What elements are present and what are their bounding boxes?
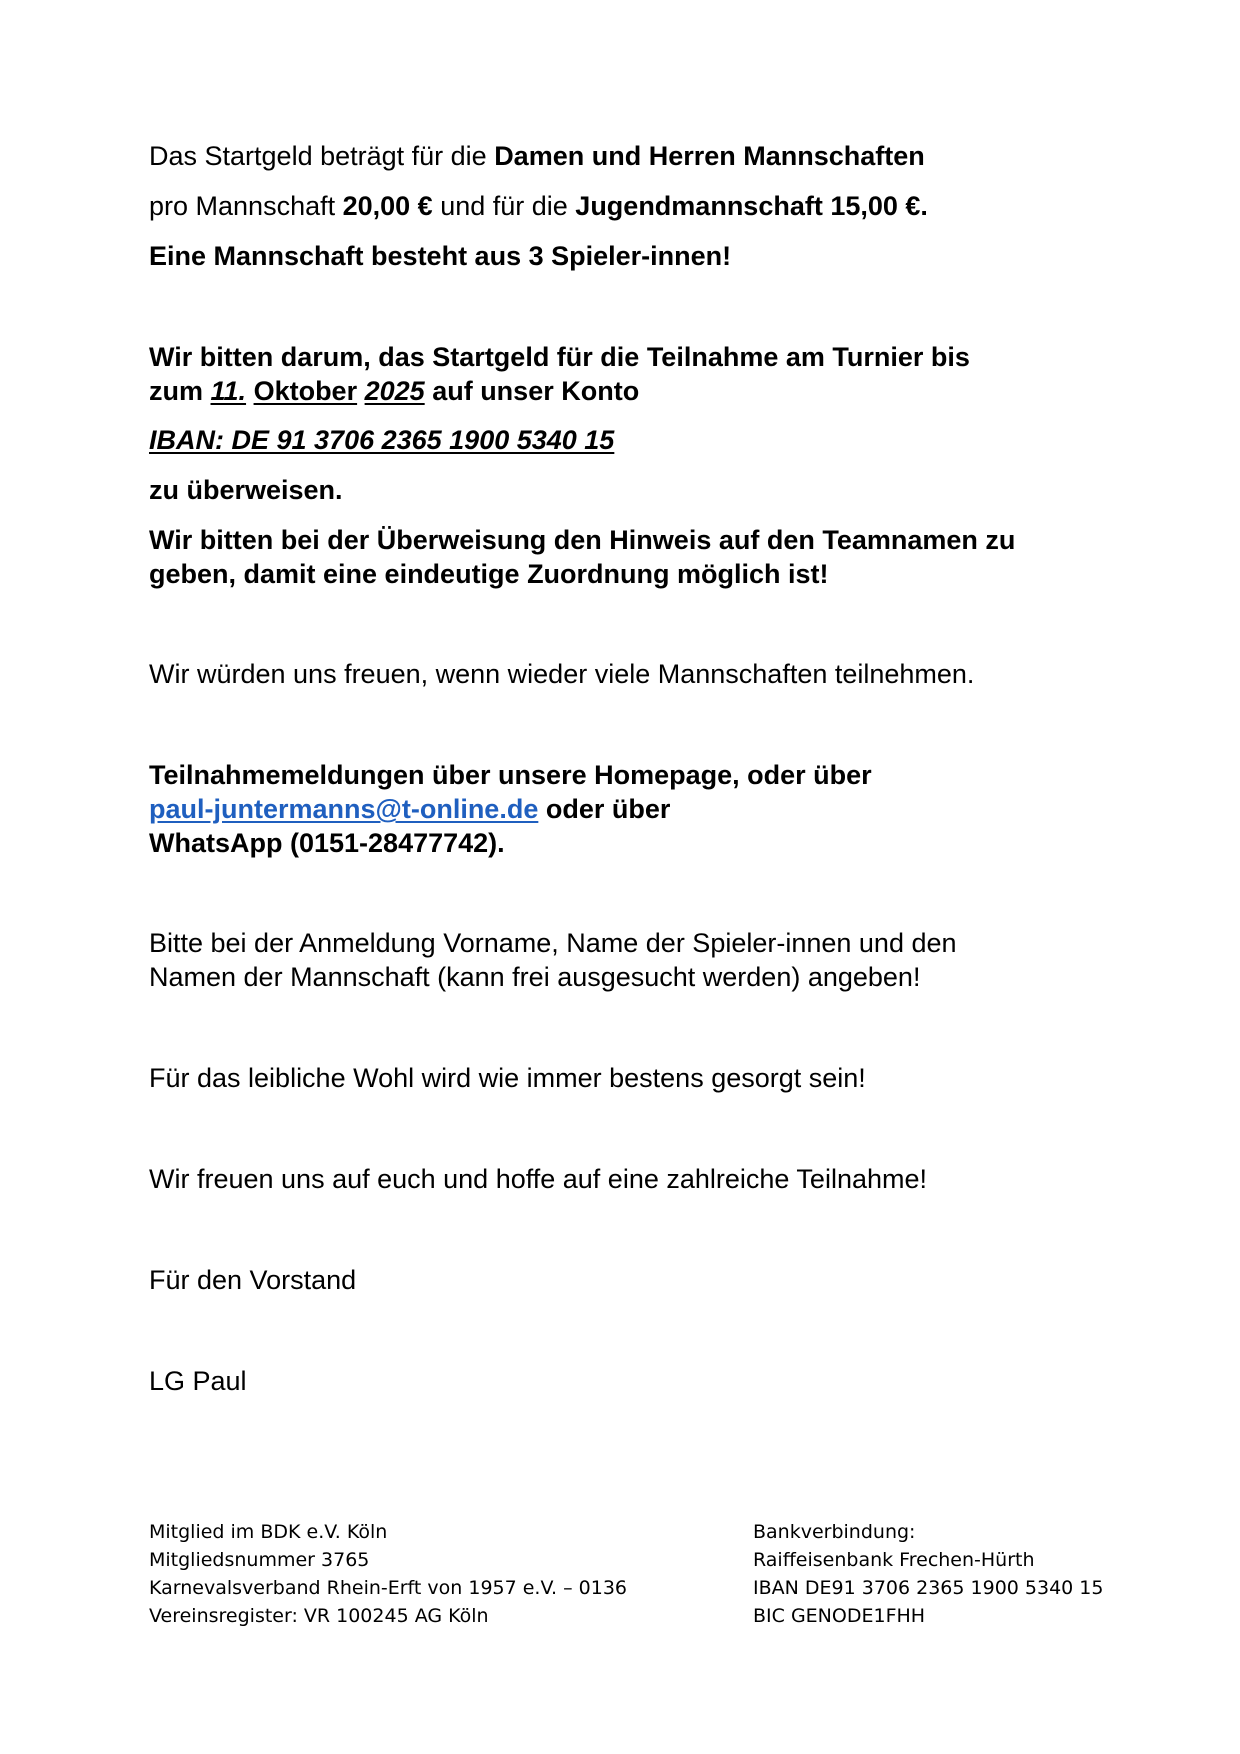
registration-line-1: Teilnahmemeldungen über unsere Homepage, oder über <box>149 760 872 790</box>
footer-club-info <box>149 1518 627 1630</box>
team-size-note: Eine Mannschaft besteht aus 3 Spieler-innen! <box>149 241 732 271</box>
email-link[interactable]: paul-juntermanns@t-online.de <box>149 794 539 824</box>
fee-text: pro Mannschaft <box>149 191 343 221</box>
fee-youth-amount: Jugendmannschaft 15,00 €. <box>575 191 928 221</box>
reference-note-line-2: geben, damit eine eindeutige Zuordnung möglich ist! <box>149 559 829 589</box>
signup-info-line-1: Bitte bei der Anmeldung Vorname, Name der Spieler-innen und den <box>149 928 957 958</box>
footer-association: Karnevalsverband Rhein-Erft von 1957 e.V. – 0136 <box>149 1577 627 1599</box>
registration-text: oder über <box>538 794 671 824</box>
fee-amount: 20,00 € <box>342 191 433 221</box>
footer-bank-heading: Bankverbindung: <box>753 1521 916 1543</box>
deadline-month: Oktober <box>253 376 358 406</box>
board-text: Für den Vorstand <box>149 1265 357 1295</box>
payment-text: auf unser Konto <box>424 376 640 406</box>
signature-text: LG Paul <box>149 1366 247 1396</box>
registration-line-2 <box>149 792 670 826</box>
footer-bank-info <box>753 1518 1104 1630</box>
closing-text: Wir freuen uns auf euch und hoffe auf eine zahlreiche Teilnahme! <box>149 1164 928 1194</box>
payment-line-1: Wir bitten darum, das Startgeld für die Teilnahme am Turnier bis <box>149 342 970 372</box>
fee-text: und für die <box>432 191 576 221</box>
footer-membership: Mitglied im BDK e.V. Köln <box>149 1521 388 1543</box>
footer-register: Vereinsregister: VR 100245 AG Köln <box>149 1605 489 1627</box>
iban-line: IBAN: DE 91 3706 2365 1900 5340 15 <box>149 425 615 455</box>
footer-member-number: Mitgliedsnummer 3765 <box>149 1549 370 1571</box>
whatsapp-line: WhatsApp (0151-28477742). <box>149 828 505 858</box>
fee-text: Das Startgeld beträgt für die <box>149 141 495 171</box>
fee-line-1 <box>149 139 925 173</box>
reference-note-line-1: Wir bitten bei der Überweisung den Hinweis auf den Teamnamen zu <box>149 525 1016 555</box>
fee-line-2 <box>149 189 928 223</box>
transfer-line: zu überweisen. <box>149 475 343 505</box>
deadline-day: 11. <box>210 376 247 406</box>
payment-line-2 <box>149 374 639 408</box>
footer-iban: IBAN DE91 3706 2365 1900 5340 15 <box>753 1577 1104 1599</box>
payment-text: zum <box>149 376 211 406</box>
signup-info-line-2: Namen der Mannschaft (kann frei ausgesucht werden) angeben! <box>149 962 921 992</box>
catering-text: Für das leibliche Wohl wird wie immer bestens gesorgt sein! <box>149 1063 866 1093</box>
footer-bic: BIC GENODE1FHH <box>753 1605 926 1627</box>
fee-teams-bold: Damen und Herren Mannschaften <box>494 141 925 171</box>
hope-text: Wir würden uns freuen, wenn wieder viele Mannschaften teilnehmen. <box>149 659 975 689</box>
deadline-year: 2025 <box>364 376 425 406</box>
footer-bank-name: Raiffeisenbank Frechen-Hürth <box>753 1549 1035 1571</box>
